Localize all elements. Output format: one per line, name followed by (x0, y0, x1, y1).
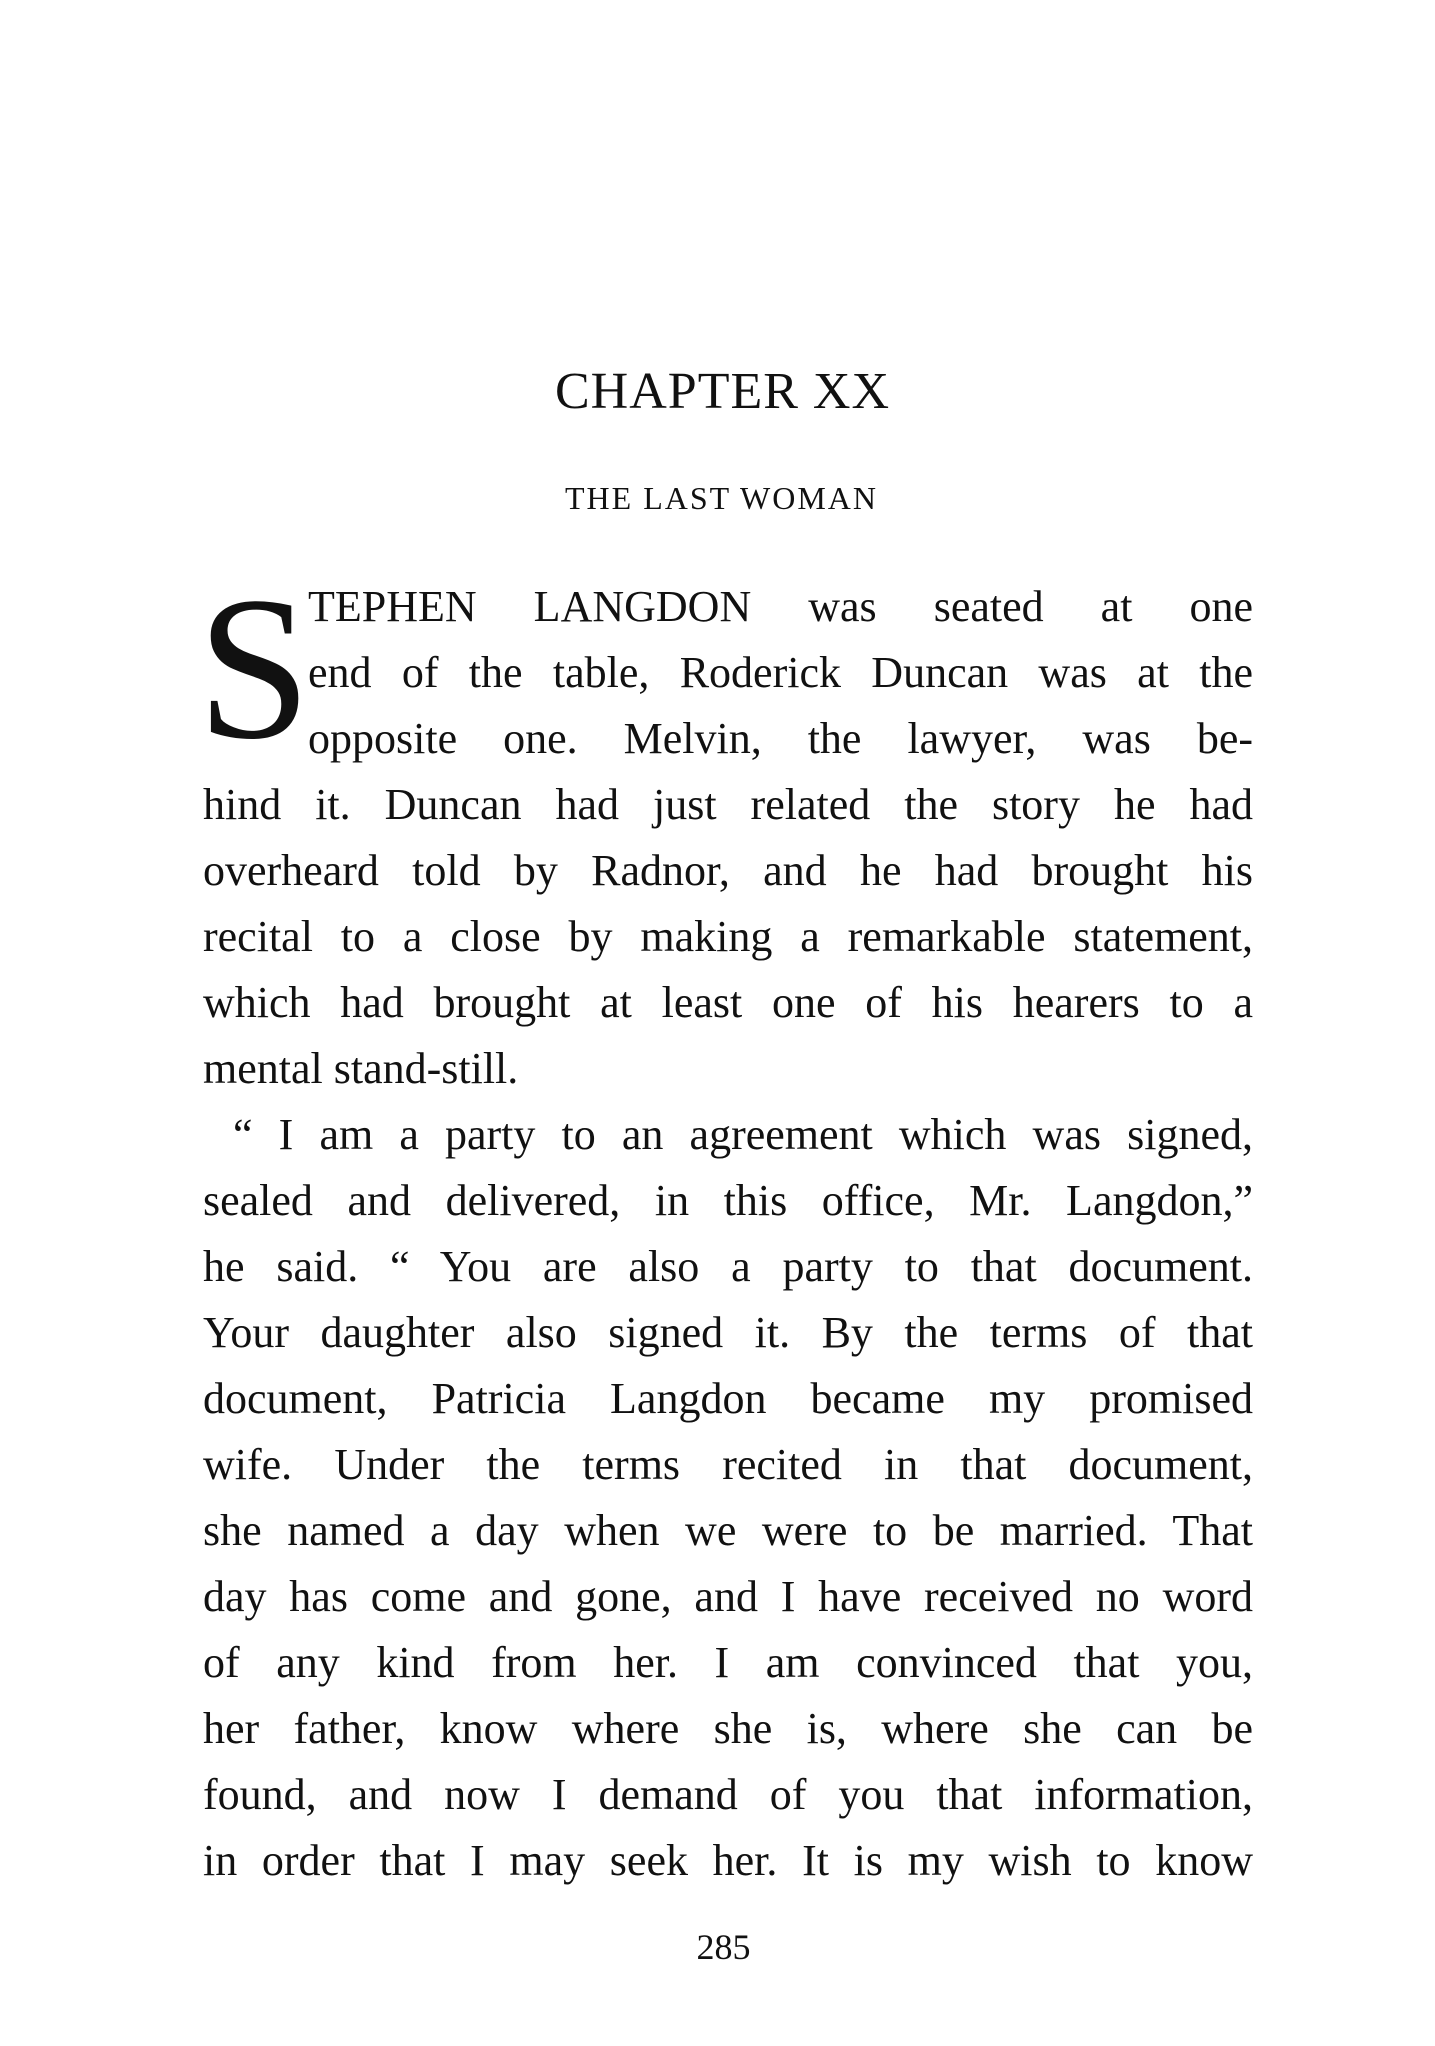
drop-cap: S (197, 555, 312, 782)
text-line: end of the table, Roderick Duncan was at the (308, 648, 1253, 697)
text-line: he said. “ You are also a party to that document. (203, 1242, 1253, 1291)
body-text (197, 555, 1253, 1894)
text-line: “ I am a party to an agreement which was signed, (233, 1110, 1253, 1159)
chapter-title: THE LAST WOMAN (564, 480, 879, 516)
chapter-number: CHAPTER XX (554, 363, 891, 420)
text-line: in order that I may seek her. It is my wish to know (203, 1836, 1253, 1885)
text-line: mental stand-still. (203, 1044, 519, 1093)
text-line: she named a day when we were to be married. That (203, 1506, 1253, 1555)
text-line: which had brought at least one of his hearers to a (203, 978, 1253, 1027)
text-line: sealed and delivered, in this office, Mr. Langdon,” (203, 1176, 1253, 1225)
text-line: document, Patricia Langdon became my promised (203, 1374, 1253, 1423)
text-line: found, and now I demand of you that information, (203, 1770, 1253, 1819)
text-line: recital to a close by making a remarkable statement, (203, 912, 1253, 961)
text-line: day has come and gone, and I have received no word (203, 1572, 1253, 1621)
text-line: hind it. Duncan had just related the story he had (203, 780, 1253, 829)
text-line: wife. Under the terms recited in that document, (203, 1440, 1253, 1489)
text-line: of any kind from her. I am convinced that you, (203, 1638, 1253, 1687)
text-line: opposite one. Melvin, the lawyer, was be- (308, 714, 1253, 763)
text-line: overheard told by Radnor, and he had brought his (203, 846, 1253, 895)
text-line: Your daughter also signed it. By the terms of that (203, 1308, 1253, 1357)
text-line: her father, know where she is, where she can be (203, 1704, 1253, 1753)
page-number: 285 (696, 1927, 751, 1967)
text-line: TEPHEN LANGDON was seated at one (308, 582, 1253, 631)
